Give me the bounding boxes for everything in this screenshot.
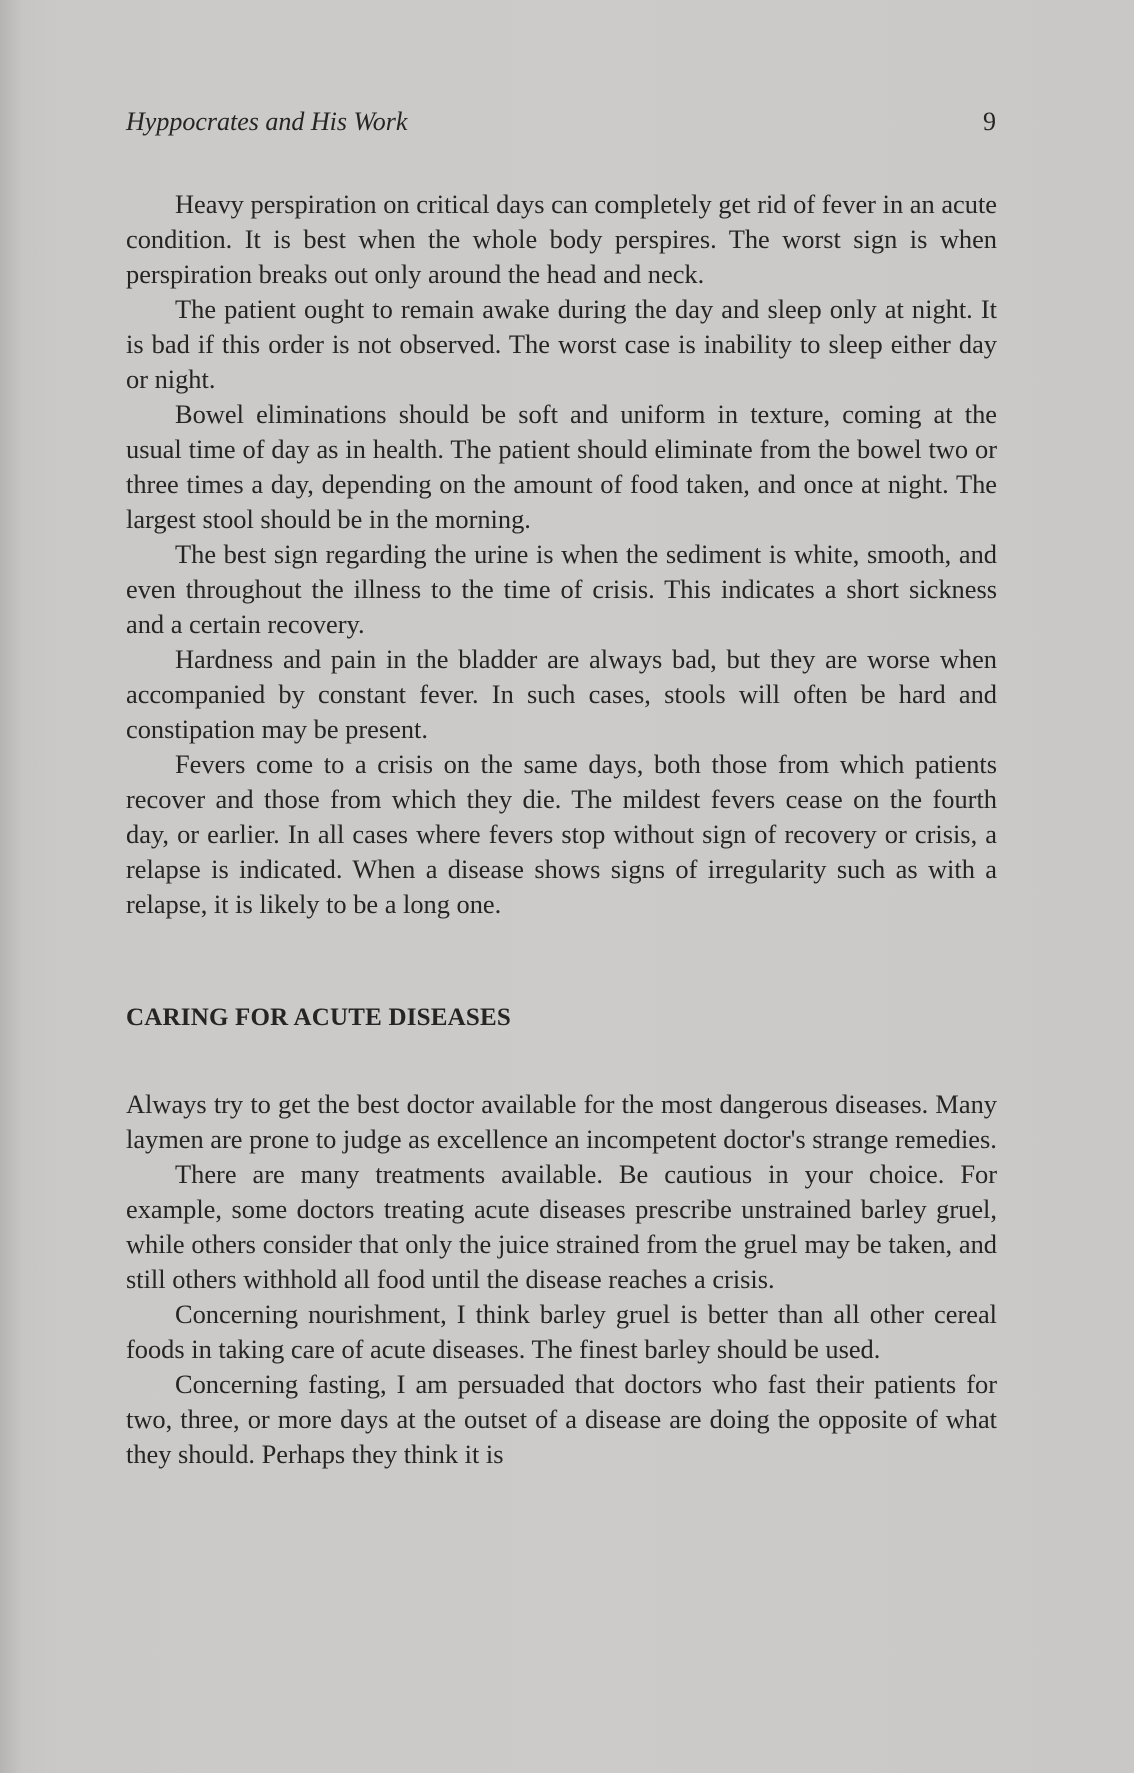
page-number: 9	[983, 107, 996, 136]
paragraph: The best sign regarding the urine is when the sediment is white, smooth, and even throughout the illness to the time of crisis. This indicates a short sickness and a certain recovery.	[126, 539, 997, 639]
paragraph: The patient ought to remain awake during the day and sleep only at night. It is bad if this order is not observed. The worst case is inability to sleep either day or night.	[126, 294, 997, 394]
paragraph: Hardness and pain in the bladder are always bad, but they are worse when accompanied by constant fever. In such cases, stools will often be hard and constipation may be present.	[126, 644, 997, 744]
paragraph: Concerning fasting, I am persuaded that doctors who fast their patients for two, three, or more days at the outset of a disease are doing the opposite of what they should. Perhaps they think it is	[126, 1369, 997, 1469]
paragraph: Heavy perspiration on critical days can completely get rid of fever in an acute condition. It is best when the whole body perspires. The worst sign is when perspiration breaks out only around the head and neck.	[126, 189, 997, 289]
paragraph: There are many treatments available. Be cautious in your choice. For example, some doctors treating acute diseases prescribe unstrained barley gruel, while others consider that only the juice strained from the gruel may be taken, and still others withhold all food until the disease reaches a crisis.	[126, 1159, 997, 1294]
paragraph: Bowel eliminations should be soft and uniform in texture, coming at the usual time of day as in health. The patient should eliminate from the bowel two or three times a day, depending on the amount of food taken, and once at night. The largest stool should be in the morning.	[126, 399, 997, 534]
section-heading: CARING FOR ACUTE DISEASES	[126, 1004, 511, 1031]
paragraph: Concerning nourishment, I think barley gruel is better than all other cereal foods in taking care of acute diseases. The finest barley should be used.	[126, 1299, 997, 1364]
paragraph: Always try to get the best doctor available for the most dangerous diseases. Many laymen are prone to judge as excellence an incompetent doctor's strange remedies.	[126, 1089, 997, 1154]
running-head	[126, 104, 996, 140]
paragraph: Fevers come to a crisis on the same days, both those from which patients recover and those from which they die. The mildest fevers cease on the fourth day, or earlier. In all cases where fevers stop without sign of recovery or crisis, a relapse is indicated. When a disease shows signs of irregularity such as with a relapse, it is likely to be a long one.	[126, 749, 997, 919]
running-title: Hyppocrates and His Work	[126, 107, 408, 136]
page-body	[126, 187, 997, 1472]
